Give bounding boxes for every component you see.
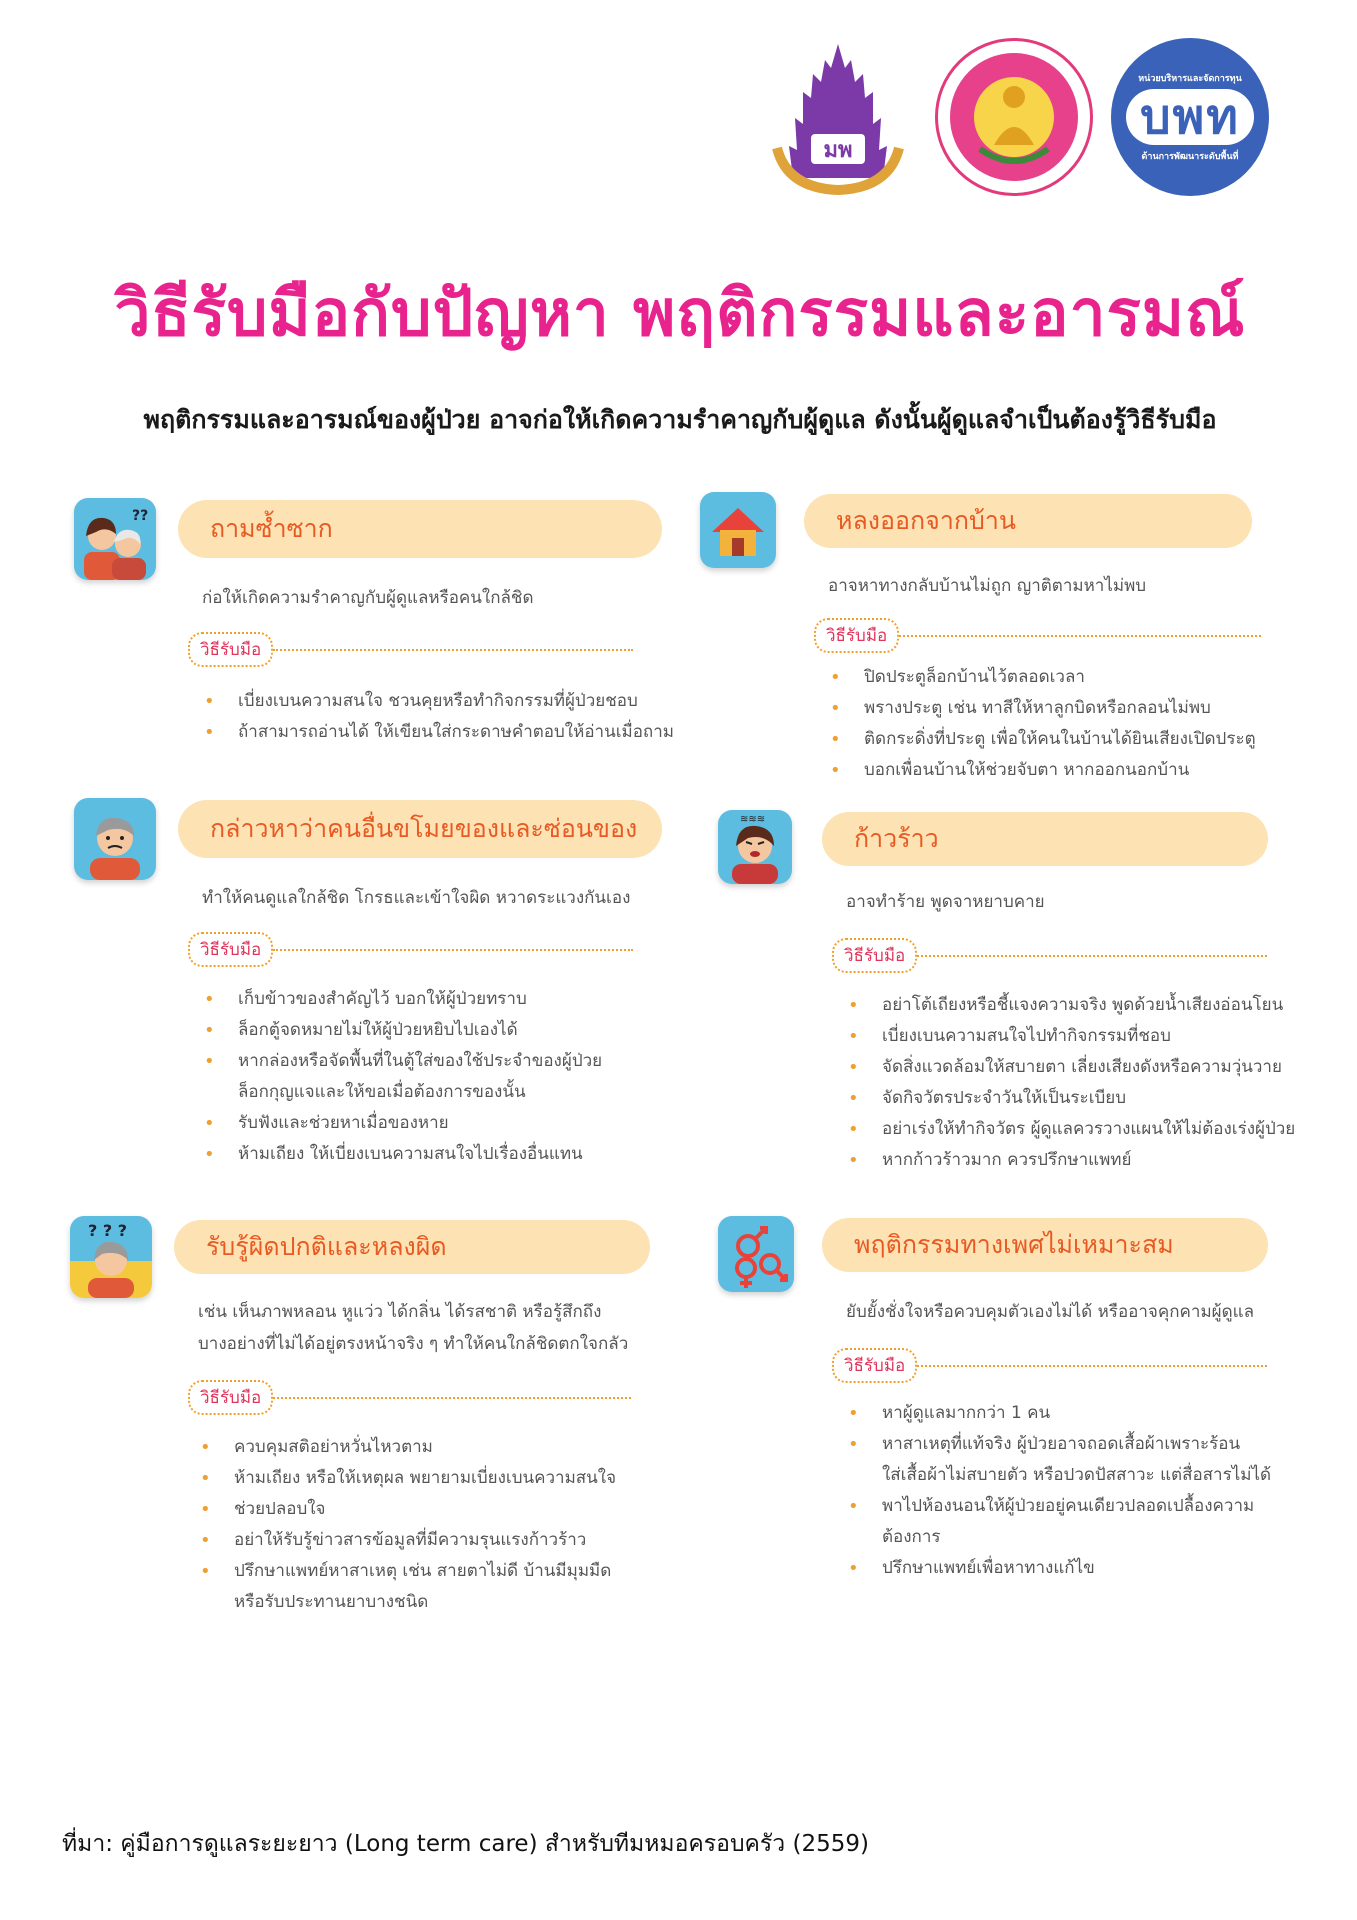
dotted-divider: [273, 1397, 631, 1399]
section-wandering: [700, 492, 1300, 792]
svg-text:? ? ?: ? ? ?: [88, 1221, 127, 1240]
list-item: • หาผู้ดูแลมากกว่า 1 คน: [848, 1398, 1271, 1429]
method-label-row: [188, 632, 633, 667]
page-title: วิธีรับมือกับปัญหา พฤติกรรมและอารมณ์: [114, 277, 1246, 351]
method-label-row: [832, 1348, 1267, 1383]
list-item: • อย่าโต้เถียงหรือชี้แจงความจริง พูดด้วยน้ำเสียงอ่อนโยน: [848, 990, 1295, 1021]
section-aggressive: [718, 810, 1318, 1190]
section-heading: รับรู้ผิดปกติและหลงผิด: [174, 1220, 650, 1274]
svg-text:มพ: มพ: [823, 138, 853, 163]
list-item: • ควบคุมสติอย่าหวั่นไหวตาม: [200, 1432, 616, 1463]
svg-text:≋≋≋: ≋≋≋: [740, 814, 766, 825]
pmua-bottom-text: ด้านการพัฒนาระดับพื้นที่: [1141, 152, 1239, 162]
section-desc: ก่อให้เกิดความรำคาญกับผู้ดูแลหรือคนใกล้ชิด: [202, 588, 534, 608]
list-item: • พรางประตู เช่น ทาสีให้หาลูกบิดหรือกลอนไม่พบ: [830, 693, 1256, 724]
phayao-pao-logo: [935, 38, 1093, 196]
section-heading: ก้าวร้าว: [822, 812, 1268, 866]
dotted-divider: [917, 955, 1267, 957]
list-item: • ปรึกษาแพทย์เพื่อหาทางแก้ไข: [848, 1553, 1271, 1584]
dotted-divider: [273, 649, 633, 651]
method-label-row: [188, 1380, 631, 1415]
list-item: • ปรึกษาแพทย์หาสาเหตุ เช่น สายตาไม่ดี บ้านมีมุมมืด หรือรับประทานยาบางชนิด: [200, 1556, 616, 1618]
list-item: • หากล่องหรือจัดพื้นที่ในตู้ใส่ของใช้ประจำของผู้ป่วย ล็อกกุญแจและให้ขอเมื่อต้องการของนั้น: [204, 1046, 602, 1108]
list-item: • รับฟังและช่วยหาเมื่อของหาย: [204, 1108, 602, 1139]
list-item: • ล็อกตู้จดหมายไม่ให้ผู้ป่วยหยิบไปเองได้: [204, 1015, 602, 1046]
elderly-suspicious-icon: [74, 798, 156, 880]
method-tag: วิธีรับมือ: [832, 938, 917, 973]
method-list: [204, 984, 602, 1170]
method-label-row: [832, 938, 1267, 973]
pmua-main-text: บพท: [1140, 89, 1240, 145]
list-item: • ถ้าสามารถอ่านได้ ให้เขียนใส่กระดาษคำตอบให้อ่านเมื่อถาม: [204, 717, 674, 748]
angry-person-icon: [718, 810, 792, 884]
section-desc: ทำให้คนดูแลใกล้ชิด โกรธและเข้าใจผิด หวาดระแวงกันเอง: [202, 888, 631, 908]
elderly-questioning-icon: [70, 1216, 152, 1298]
elderly-confused-icon: [74, 498, 156, 580]
section-desc: อาจทำร้าย พูดจาหยาบคาย: [846, 892, 1045, 912]
method-tag: วิธีรับมือ: [188, 932, 273, 967]
method-label-row: [814, 618, 1261, 653]
list-item: • ปิดประตูล็อกบ้านไว้ตลอดเวลา: [830, 662, 1256, 693]
list-item: • พาไปห้องนอนให้ผู้ป่วยอยู่คนเดียวปลอดเปลื้องความ ต้องการ: [848, 1491, 1271, 1553]
gender-symbols-icon: [718, 1216, 794, 1292]
section-heading: พฤติกรรมทางเพศไม่เหมาะสม: [822, 1218, 1268, 1272]
method-list: [830, 662, 1256, 786]
section-desc: ยับยั้งชั่งใจหรือควบคุมตัวเองไม่ได้ หรืออาจคุกคามผู้ดูแล: [846, 1302, 1255, 1322]
list-item: • จัดสิ่งแวดล้อมให้สบายตา เลี่ยงเสียงดังหรือความวุ่นวาย: [848, 1052, 1295, 1083]
page-subtitle: พฤติกรรมและอารมณ์ของผู้ป่วย อาจก่อให้เกิดความรำคาญกับผู้ดูแล ดังนั้นผู้ดูแลจำเป็นต้องรู้วิธีรับมือ: [143, 405, 1217, 434]
method-list: [848, 990, 1295, 1176]
svg-text:??: ??: [132, 508, 149, 524]
pmua-logo: [1111, 38, 1269, 196]
list-item: • จัดกิจวัตรประจำวันให้เป็นระเบียบ: [848, 1083, 1295, 1114]
method-list: [200, 1432, 616, 1618]
list-item: • ติดกระดิ่งที่ประตู เพื่อให้คนในบ้านได้ยินเสียงเปิดประตู: [830, 724, 1256, 755]
list-item: • บอกเพื่อนบ้านให้ช่วยจับตา หากออกนอกบ้าน: [830, 755, 1256, 786]
section-hallucination: [70, 1216, 670, 1636]
section-desc: เช่น เห็นภาพหลอน หูแว่ว ได้กลิ่น ได้รสชาติ หรือรู้สึกถึง บางอย่างที่ไม่ได้อยู่ตรงหน้าจริง ๆ ทำให้คนใกล้ชิดตกใจกลัว: [198, 1302, 629, 1354]
dotted-divider: [273, 949, 633, 951]
dotted-divider: [899, 635, 1261, 637]
list-item: • หาสาเหตุที่แท้จริง ผู้ป่วยอาจถอดเสื้อผ้าเพราะร้อน ใส่เสื้อผ้าไม่สบายตัว หรือปวดปัสสาวะ แต่สื่อสารไม่ได้: [848, 1429, 1271, 1491]
list-item: • อย่าให้รับรู้ข่าวสารข้อมูลที่มีความรุนแรงก้าวร้าว: [200, 1525, 616, 1556]
dotted-divider: [917, 1365, 1267, 1367]
section-heading: ถามซ้ำซาก: [178, 500, 662, 558]
section-inappropriate-sexual-behavior: [718, 1216, 1318, 1596]
source-citation: ที่มา: คู่มือการดูแลระยะยาว (Long term care) สำหรับทีมหมอครอบครัว (2559): [62, 1831, 869, 1857]
list-item: • หากก้าวร้าวมาก ควรปรึกษาแพทย์: [848, 1145, 1295, 1176]
list-item: • เบี่ยงเบนความสนใจ ชวนคุยหรือทำกิจกรรมที่ผู้ป่วยชอบ: [204, 686, 674, 717]
list-item: • ห้ามเถียง ให้เบี่ยงเบนความสนใจไปเรื่องอื่นแทน: [204, 1139, 602, 1170]
method-tag: วิธีรับมือ: [188, 632, 273, 667]
method-label-row: [188, 932, 633, 967]
pmua-top-text: หน่วยบริหารและจัดการทุน: [1138, 74, 1242, 84]
section-desc: อาจหาทางกลับบ้านไม่ถูก ญาติตามหาไม่พบ: [828, 576, 1147, 596]
university-of-phayao-logo: [759, 38, 917, 196]
list-item: • อย่าเร่งให้ทำกิจวัตร ผู้ดูแลควรวางแผนให้ไม่ต้องเร่งผู้ป่วย: [848, 1114, 1295, 1145]
list-item: • ห้ามเถียง หรือให้เหตุผล พยายามเบี่ยงเบนความสนใจ: [200, 1463, 616, 1494]
logo-group: [759, 38, 1269, 196]
section-accusing-theft: [74, 798, 674, 1178]
list-item: • ช่วยปลอบใจ: [200, 1494, 616, 1525]
method-list: [204, 686, 674, 748]
list-item: • เก็บข้าวของสำคัญไว้ บอกให้ผู้ป่วยทราบ: [204, 984, 602, 1015]
method-tag: วิธีรับมือ: [188, 1380, 273, 1415]
house-icon: [700, 492, 776, 568]
method-list: [848, 1398, 1271, 1584]
section-heading: หลงออกจากบ้าน: [804, 494, 1252, 548]
list-item: • เบี่ยงเบนความสนใจไปทำกิจกรรมที่ชอบ: [848, 1021, 1295, 1052]
section-repeated-questions: [74, 498, 674, 768]
section-heading: กล่าวหาว่าคนอื่นขโมยของและซ่อนของ: [178, 800, 662, 858]
method-tag: วิธีรับมือ: [832, 1348, 917, 1383]
method-tag: วิธีรับมือ: [814, 618, 899, 653]
